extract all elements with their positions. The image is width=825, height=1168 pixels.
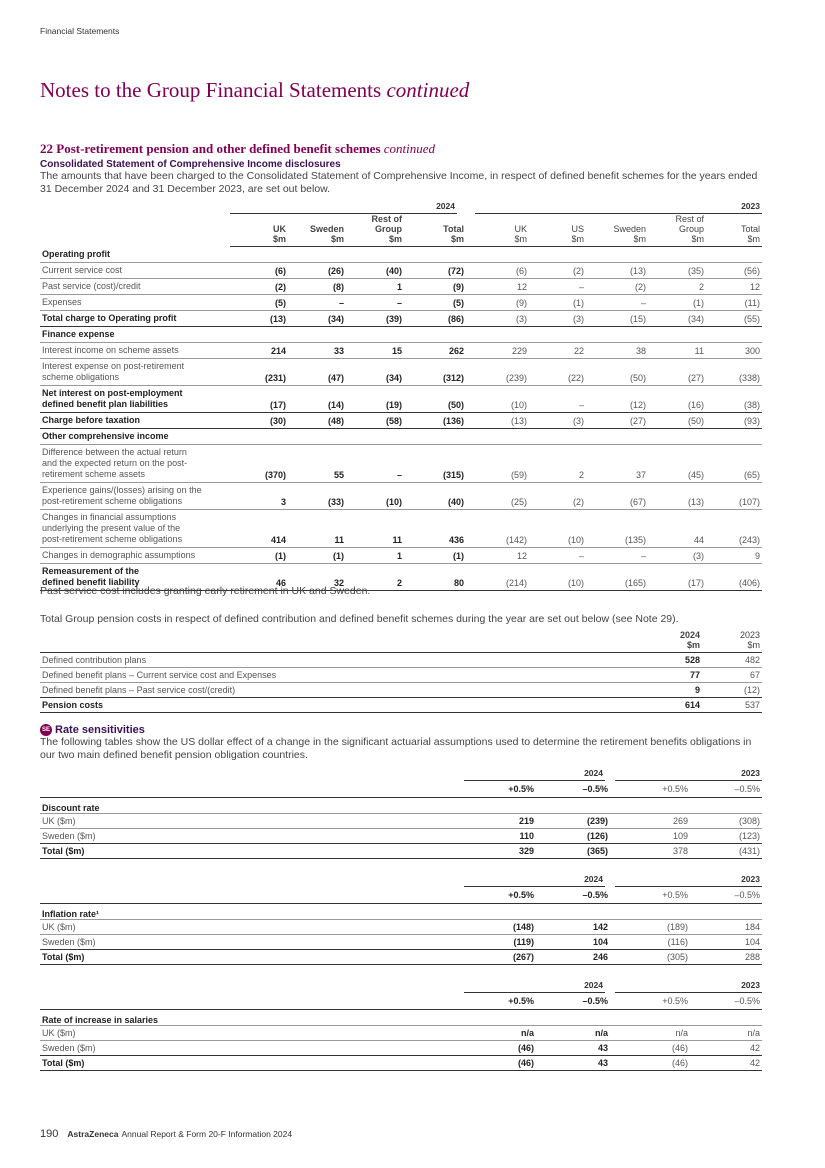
cell-value: 414 [230, 509, 288, 547]
cell-value: 11 [288, 509, 346, 547]
col-header-us: US $m [529, 213, 586, 246]
cell-value: (1) [404, 547, 466, 563]
cell-value: 184 [690, 919, 762, 934]
row-label: UK ($m) [40, 813, 464, 828]
cell-value: (16) [648, 385, 706, 412]
cell-value: 288 [690, 949, 762, 964]
row-label: Experience gains/(losses) arising on the post-retirement scheme obligations [40, 482, 230, 509]
sensitivity-table-grid [40, 873, 762, 965]
change-spacer [40, 992, 464, 1009]
cell-value: (46) [610, 1040, 690, 1055]
cell-value: (10) [466, 385, 529, 412]
rate-sensitivities-intro: The following tables show the US dollar effect of a change in the significant actuarial assumptions used to determine the retirement benefits obligations in our two main defined benefit pension obligation countries. [40, 736, 752, 762]
cell-value: (86) [404, 310, 466, 326]
cell-value: – [346, 444, 404, 482]
row-label: Interest income on scheme assets [40, 342, 230, 358]
year-spacer [40, 873, 464, 886]
row-label: Remeasurement of the defined benefit liability [40, 563, 230, 590]
change-header: –0.5% [536, 886, 610, 903]
row-label: Total ($m) [40, 843, 464, 858]
rate-sensitivities-header [40, 724, 762, 762]
cell-value: 80 [404, 563, 466, 590]
cell-value: 12 [466, 278, 529, 294]
cell-value: – [529, 547, 586, 563]
cell-value: (9) [404, 278, 466, 294]
cell-value: (22) [529, 358, 586, 385]
year-2023: 2023 [610, 979, 762, 992]
year-2024: 2024 [464, 873, 610, 886]
table-row [40, 246, 762, 262]
cell-value: (338) [706, 358, 762, 385]
cell-value: (10) [346, 482, 404, 509]
table-row [40, 668, 762, 683]
cell-value: (48) [288, 412, 346, 428]
row-label: Pension costs [40, 698, 642, 713]
cell-value: 110 [464, 828, 536, 843]
cell-value: (15) [586, 310, 648, 326]
table-row [40, 428, 762, 444]
cell-value: 43 [536, 1055, 610, 1070]
year-2023: 2023 [466, 200, 762, 213]
cell-value: (126) [536, 828, 610, 843]
year-2024: 2024 [464, 767, 610, 780]
cell-value: (39) [346, 310, 404, 326]
cell-value: (148) [464, 919, 536, 934]
table-row [40, 385, 762, 412]
cell-value: 482 [702, 653, 762, 668]
year-2024: 2024 [230, 200, 466, 213]
cell-value: – [586, 294, 648, 310]
row-label: Charge before taxation [40, 412, 230, 428]
cell-value: (8) [288, 278, 346, 294]
cell-value: 300 [706, 342, 762, 358]
cell-value: n/a [610, 1025, 690, 1040]
cell-value: (2) [529, 262, 586, 278]
change-header: +0.5% [610, 992, 690, 1009]
cell-value: 214 [230, 342, 288, 358]
cell-value: 1 [346, 547, 404, 563]
cell-value: 246 [536, 949, 610, 964]
page-footer [40, 1128, 292, 1140]
cell-value: (46) [464, 1040, 536, 1055]
cell-value: – [529, 278, 586, 294]
table-row [40, 310, 762, 326]
cell-value: 3 [230, 482, 288, 509]
cell-value: (65) [706, 444, 762, 482]
cell-value: (10) [529, 563, 586, 590]
cell-value: 269 [610, 813, 690, 828]
row-label: Difference between the actual return and the expected return on the post- retirement scheme assets [40, 444, 230, 482]
table-row [40, 1055, 762, 1070]
cell-value: 11 [346, 509, 404, 547]
sensitivity-name: Inflation rate¹ [40, 903, 762, 919]
cell-value: (243) [706, 509, 762, 547]
table-row [40, 358, 762, 385]
year-2023: 2023 [610, 873, 762, 886]
costs-header-2023: 2023 $m [702, 630, 762, 653]
row-label: Sweden ($m) [40, 934, 464, 949]
cell-value: (58) [346, 412, 404, 428]
cell-value: (3) [529, 310, 586, 326]
page-number: 190 [40, 1128, 59, 1140]
cell-value: (72) [404, 262, 466, 278]
col-header-blank [40, 213, 230, 246]
cell-value: (2) [529, 482, 586, 509]
col-header-rest-of-group: Rest of Group $m [346, 213, 404, 246]
table-row [40, 262, 762, 278]
cell-value: (6) [230, 262, 288, 278]
year-spacer [40, 767, 464, 780]
cell-value: (1) [230, 547, 288, 563]
footer-report-name: Annual Report & Form 20-F Information 2024 [121, 1129, 293, 1139]
year-2024: 2024 [464, 979, 610, 992]
cell-value: (17) [648, 563, 706, 590]
col-header-sweden: Sweden $m [586, 213, 648, 246]
cell-value: (45) [648, 444, 706, 482]
row-label: Defined contribution plans [40, 653, 642, 668]
row-label: UK ($m) [40, 919, 464, 934]
cell-value: – [586, 547, 648, 563]
cell-value: (19) [346, 385, 404, 412]
cell-value: (431) [690, 843, 762, 858]
cell-value: (11) [706, 294, 762, 310]
cell-value: 219 [464, 813, 536, 828]
cell-value: (189) [610, 919, 690, 934]
col-header-rest-of-group: Rest of Group $m [648, 213, 706, 246]
rate-sensitivities-title [40, 724, 762, 736]
col-header-total: Total $m [706, 213, 762, 246]
cell-value: (50) [586, 358, 648, 385]
col-header-uk: UK $m [466, 213, 529, 246]
table-row [40, 828, 762, 843]
cell-value: 46 [230, 563, 288, 590]
cell-value: (5) [230, 294, 288, 310]
cell-value: (119) [464, 934, 536, 949]
row-label: Expenses [40, 294, 230, 310]
cell-value: (56) [706, 262, 762, 278]
past-service-note: Past service cost includes granting early retirement in UK and Sweden. [40, 585, 371, 597]
cell-value: 262 [404, 342, 466, 358]
cell-value: – [346, 294, 404, 310]
cell-value: 9 [706, 547, 762, 563]
cell-value: 142 [536, 919, 610, 934]
cell-value: 22 [529, 342, 586, 358]
cell-value: 1 [346, 278, 404, 294]
row-label: UK ($m) [40, 1025, 464, 1040]
sensitivity-table-1 [40, 767, 762, 859]
cell-value: (26) [288, 262, 346, 278]
pension-costs-table-wrap [40, 630, 762, 713]
cell-value: 44 [648, 509, 706, 547]
cell-value: (35) [648, 262, 706, 278]
cell-value: (365) [536, 843, 610, 858]
row-label: Defined benefit plans – Current service cost and Expenses [40, 668, 642, 683]
cell-value: 38 [586, 342, 648, 358]
year-spacer [40, 979, 464, 992]
cell-value: (10) [529, 509, 586, 547]
table-row [40, 1025, 762, 1040]
cell-value: (50) [404, 385, 466, 412]
cell-value: (46) [464, 1055, 536, 1070]
cell-value: (123) [690, 828, 762, 843]
change-header: +0.5% [464, 886, 536, 903]
col-header-sweden: Sweden $m [288, 213, 346, 246]
cell-value: 528 [642, 653, 702, 668]
sensitivity-table-grid [40, 767, 762, 859]
cell-value: 37 [586, 444, 648, 482]
cell-value: – [529, 385, 586, 412]
cell-value: 2 [529, 444, 586, 482]
cell-value: (38) [706, 385, 762, 412]
cell-value: (406) [706, 563, 762, 590]
cell-value: (315) [404, 444, 466, 482]
note-22-subheading: Consolidated Statement of Comprehensive Income disclosures [40, 159, 341, 170]
change-spacer [40, 886, 464, 903]
table-row [40, 326, 762, 342]
cell-value: (46) [610, 1055, 690, 1070]
cell-value: (6) [466, 262, 529, 278]
table-row [40, 412, 762, 428]
cell-value: (267) [464, 949, 536, 964]
cell-value: (12) [586, 385, 648, 412]
cell-value: (13) [648, 482, 706, 509]
cell-value: (3) [529, 412, 586, 428]
cell-value: 378 [610, 843, 690, 858]
table-row [40, 813, 762, 828]
cell-value: (116) [610, 934, 690, 949]
cell-value: 2 [648, 278, 706, 294]
row-label: Total ($m) [40, 1055, 464, 1070]
cell-value: (2) [230, 278, 288, 294]
note-22-heading-text: 22 Post-retirement pension and other defined benefit schemes [40, 141, 381, 156]
cell-value: 329 [464, 843, 536, 858]
table-row [40, 294, 762, 310]
cell-value: (13) [586, 262, 648, 278]
cell-value: 32 [288, 563, 346, 590]
cell-value: 42 [690, 1040, 762, 1055]
cell-value: (312) [404, 358, 466, 385]
row-label: Changes in demographic assumptions [40, 547, 230, 563]
cell-value: (13) [230, 310, 288, 326]
table-row [40, 509, 762, 547]
row-label: Total ($m) [40, 949, 464, 964]
row-label: Net interest on post-employment defined benefit plan liabilities [40, 385, 230, 412]
table-row [40, 482, 762, 509]
table-row [40, 278, 762, 294]
change-header: –0.5% [536, 992, 610, 1009]
cell-value: (33) [288, 482, 346, 509]
table-row [40, 919, 762, 934]
change-header: +0.5% [610, 780, 690, 797]
cell-value: (67) [586, 482, 648, 509]
cell-value: (17) [230, 385, 288, 412]
comprehensive-income-table-wrap [40, 200, 762, 591]
sensitivity-name: Rate of increase in salaries [40, 1009, 762, 1025]
cell-value: (1) [288, 547, 346, 563]
cell-value: (3) [648, 547, 706, 563]
row-label: Other comprehensive income [40, 428, 762, 444]
cell-value: (27) [586, 412, 648, 428]
sensitivity-table-2 [40, 873, 762, 965]
section-label: Financial Statements [40, 26, 120, 36]
cell-value: (107) [706, 482, 762, 509]
footer-brand: AstraZeneca [67, 1129, 119, 1139]
cell-value: (25) [466, 482, 529, 509]
cell-value: (40) [346, 262, 404, 278]
cell-value: (5) [404, 294, 466, 310]
row-label: Past service (cost)/credit [40, 278, 230, 294]
cell-value: 33 [288, 342, 346, 358]
sensitivity-table-grid [40, 979, 762, 1071]
table-row [40, 342, 762, 358]
cell-value: 9 [642, 683, 702, 698]
change-header: –0.5% [690, 886, 762, 903]
table-row [40, 683, 762, 698]
cell-value: 42 [690, 1055, 762, 1070]
cell-value: n/a [690, 1025, 762, 1040]
cell-value: (12) [702, 683, 762, 698]
change-header: +0.5% [464, 992, 536, 1009]
comprehensive-income-table [40, 200, 762, 591]
pension-costs-table [40, 630, 762, 713]
cell-value: (93) [706, 412, 762, 428]
cell-value: (47) [288, 358, 346, 385]
table-row [40, 653, 762, 668]
cell-value: 436 [404, 509, 466, 547]
note-22-intro: The amounts that have been charged to the Consolidated Statement of Comprehensive Income, in respect of defined benefit schemes for the years ended 31 December 2024 and 31 December 2023, are set out below. [40, 170, 758, 195]
change-spacer [40, 780, 464, 797]
cell-value: (1) [529, 294, 586, 310]
cell-value: n/a [536, 1025, 610, 1040]
row-label: Interest expense on post-retirement scheme obligations [40, 358, 230, 385]
cell-value: 55 [288, 444, 346, 482]
cell-value: (27) [648, 358, 706, 385]
row-label: Total charge to Operating profit [40, 310, 230, 326]
cell-value: (239) [536, 813, 610, 828]
cell-value: (308) [690, 813, 762, 828]
table-row [40, 547, 762, 563]
cell-value: (50) [648, 412, 706, 428]
costs-header-2024: 2024 $m [642, 630, 702, 653]
cell-value: (239) [466, 358, 529, 385]
cell-value: (142) [466, 509, 529, 547]
change-header: –0.5% [536, 780, 610, 797]
row-label: Current service cost [40, 262, 230, 278]
rate-sensitivities-title-text: Rate sensitivities [55, 724, 145, 736]
cell-value: 15 [346, 342, 404, 358]
cell-value: (136) [404, 412, 466, 428]
cell-value: 537 [702, 698, 762, 713]
cell-value: – [288, 294, 346, 310]
cell-value: (13) [466, 412, 529, 428]
cell-value: (305) [610, 949, 690, 964]
cell-value: (40) [404, 482, 466, 509]
row-label: Changes in financial assumptions underlying the present value of the post-retirement scheme obligations [40, 509, 230, 547]
page-title-cont: continued [386, 78, 470, 102]
cell-value: 67 [702, 668, 762, 683]
cell-value: (59) [466, 444, 529, 482]
cell-value: (55) [706, 310, 762, 326]
cell-value: 104 [690, 934, 762, 949]
col-header-uk: UK $m [230, 213, 288, 246]
table-row [40, 934, 762, 949]
note-22-heading [40, 141, 762, 157]
year-2023: 2023 [610, 767, 762, 780]
cell-value: (370) [230, 444, 288, 482]
sensitivity-name: Discount rate [40, 797, 762, 813]
cell-value: (1) [648, 294, 706, 310]
table-row [40, 843, 762, 858]
row-label: Operating profit [40, 246, 762, 262]
cell-value: (135) [586, 509, 648, 547]
table-row [40, 698, 762, 713]
cell-value: (30) [230, 412, 288, 428]
cell-value: 2 [346, 563, 404, 590]
table-row [40, 1040, 762, 1055]
row-label: Finance expense [40, 326, 762, 342]
cell-value: (34) [346, 358, 404, 385]
page-title [40, 78, 469, 103]
se-badge-icon: SE [40, 724, 52, 736]
costs-header-blank [40, 630, 642, 653]
change-header: +0.5% [464, 780, 536, 797]
table-row [40, 444, 762, 482]
page-title-main: Notes to the Group Financial Statements [40, 78, 382, 102]
cell-value: 12 [466, 547, 529, 563]
cell-value: 11 [648, 342, 706, 358]
change-header: +0.5% [610, 886, 690, 903]
cell-value: (3) [466, 310, 529, 326]
sensitivity-table-3 [40, 979, 762, 1071]
cell-value: 229 [466, 342, 529, 358]
row-label: Defined benefit plans – Past service cost/(credit) [40, 683, 642, 698]
row-label: Sweden ($m) [40, 828, 464, 843]
cell-value: 43 [536, 1040, 610, 1055]
cell-value: 614 [642, 698, 702, 713]
cell-value: 104 [536, 934, 610, 949]
cell-value: (34) [288, 310, 346, 326]
cell-value: 109 [610, 828, 690, 843]
cell-value: 12 [706, 278, 762, 294]
cell-value: (2) [586, 278, 648, 294]
change-header: –0.5% [690, 780, 762, 797]
cell-value: (165) [586, 563, 648, 590]
cell-value: (214) [466, 563, 529, 590]
col-header-total: Total $m [404, 213, 466, 246]
total-costs-intro: Total Group pension costs in respect of defined contribution and defined benefit schemes during the year are set out below (see Note 29). [40, 613, 679, 625]
cell-value: (14) [288, 385, 346, 412]
cell-value: (9) [466, 294, 529, 310]
note-22-header [40, 141, 762, 196]
cell-value: 77 [642, 668, 702, 683]
note-22-heading-cont: continued [383, 141, 436, 156]
table-row [40, 949, 762, 964]
cell-value: (34) [648, 310, 706, 326]
change-header: –0.5% [690, 992, 762, 1009]
cell-value: (231) [230, 358, 288, 385]
row-label: Sweden ($m) [40, 1040, 464, 1055]
year-spacer [40, 200, 230, 213]
cell-value: n/a [464, 1025, 536, 1040]
